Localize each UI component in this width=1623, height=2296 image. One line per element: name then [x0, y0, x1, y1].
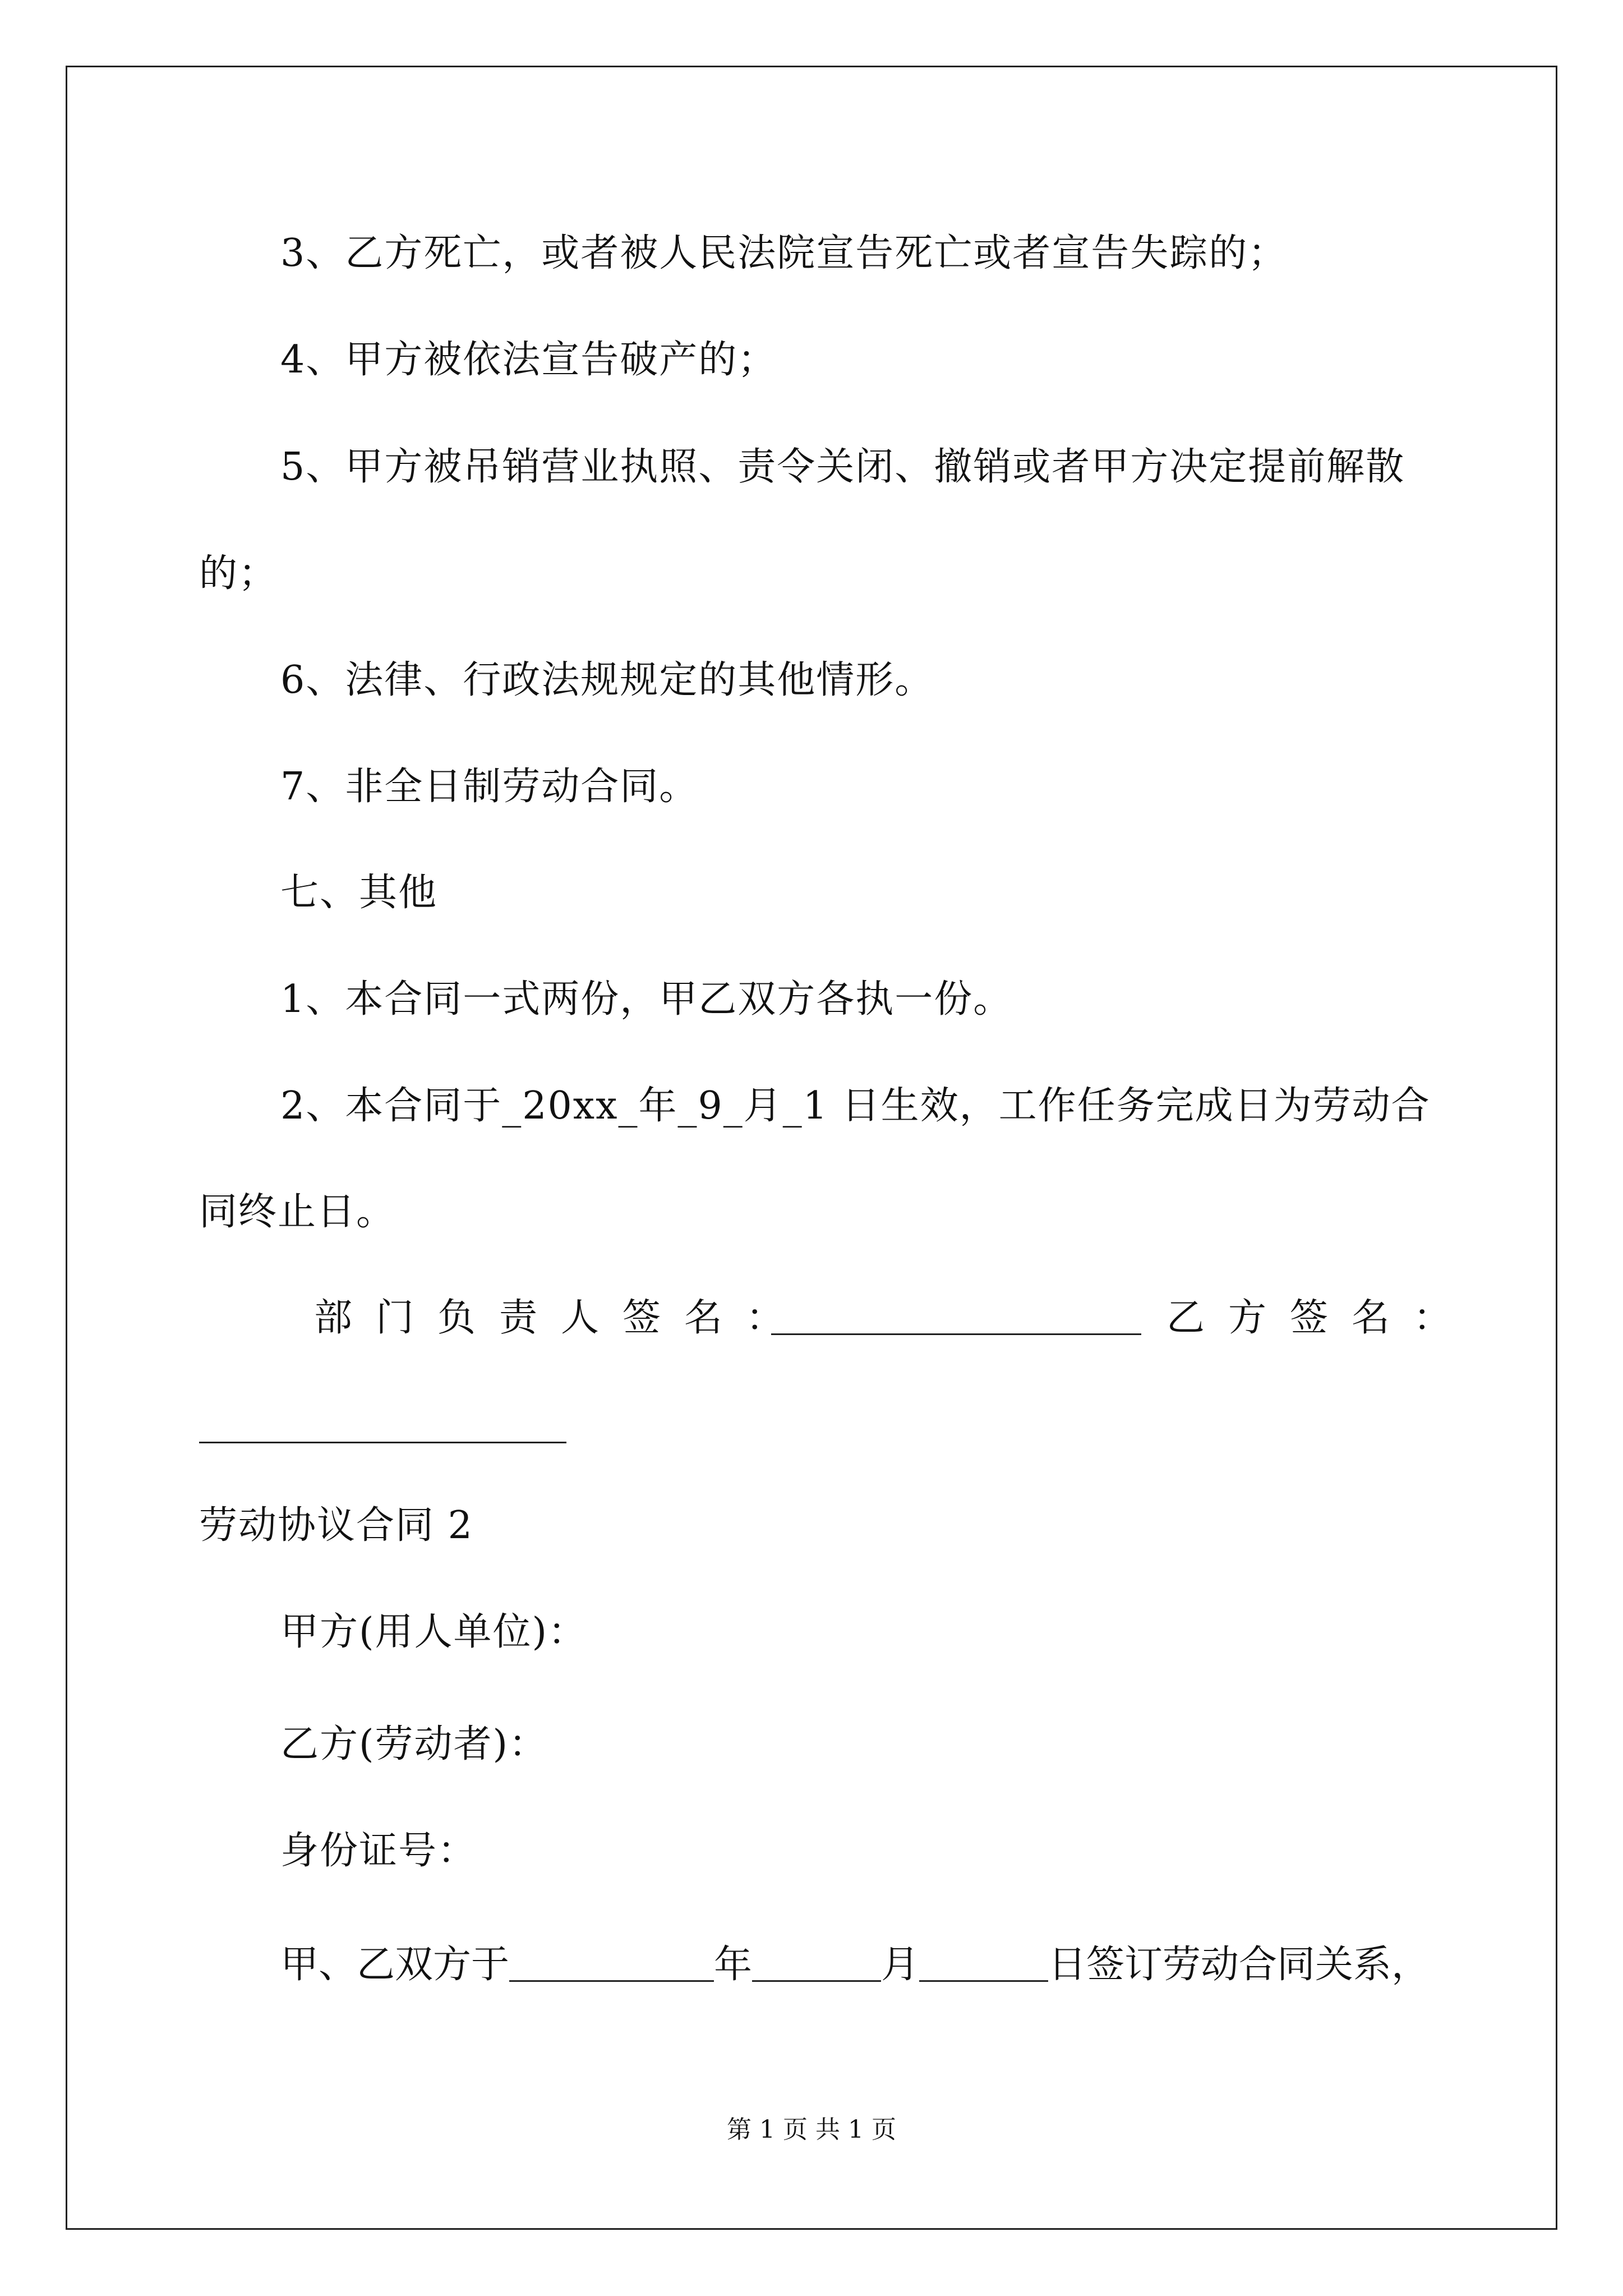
year-blank[interactable] [509, 1940, 714, 1982]
month-blank[interactable] [752, 1940, 881, 1982]
date-suffix: 日签订劳动合同关系， [1048, 1943, 1430, 1987]
page-footer: 第 1 页 共 1 页 [727, 2115, 896, 2144]
clause-5: 5、甲方被吊销营业执照、责令关闭、撤销或者甲方决定提前解散 [280, 445, 1405, 489]
year-label: 年 [714, 1943, 753, 1987]
day-blank[interactable] [919, 1940, 1048, 1982]
other-clause-2: 2、本合同于_20xx_年_9_月_1 日生效，工作任务完成日为劳动合 [280, 1084, 1431, 1128]
signing-date-row [280, 1940, 1430, 1990]
other-clause-1: 1、本合同一式两份，甲乙双方各执一份。 [280, 977, 1013, 1022]
party-a-label: 甲方(用人单位)： [280, 1610, 588, 1654]
party-b-signature-field[interactable] [199, 1442, 566, 1443]
party-b-signature-label: 乙方签名： [1166, 1296, 1476, 1340]
clause-3: 3、乙方死亡，或者被人民法院宣告死亡或者宣告失踪的； [280, 231, 1288, 275]
contract-2-title: 劳动协议合同 2 [199, 1503, 473, 1548]
clause-4: 4、甲方被依法宣告破产的； [280, 338, 777, 382]
party-b-label: 乙方(劳动者)： [280, 1722, 548, 1766]
month-label: 月 [881, 1943, 920, 1987]
clause-5-continued: 的； [199, 551, 278, 596]
section-heading-other: 七、其他 [280, 871, 438, 915]
date-prefix: 甲、乙双方于 [280, 1943, 510, 1987]
page-border [66, 66, 1557, 2230]
id-number-label: 身份证号： [280, 1829, 477, 1873]
signature-row [199, 1293, 1476, 1343]
dept-signature-label: 部门负责人签名： [314, 1296, 808, 1340]
other-clause-2-continued: 同终止日。 [199, 1190, 396, 1234]
clause-6: 6、法律、行政法规规定的其他情形。 [280, 658, 934, 702]
dept-signature-field[interactable] [771, 1333, 1141, 1335]
clause-7: 7、非全日制劳动合同。 [280, 765, 699, 809]
